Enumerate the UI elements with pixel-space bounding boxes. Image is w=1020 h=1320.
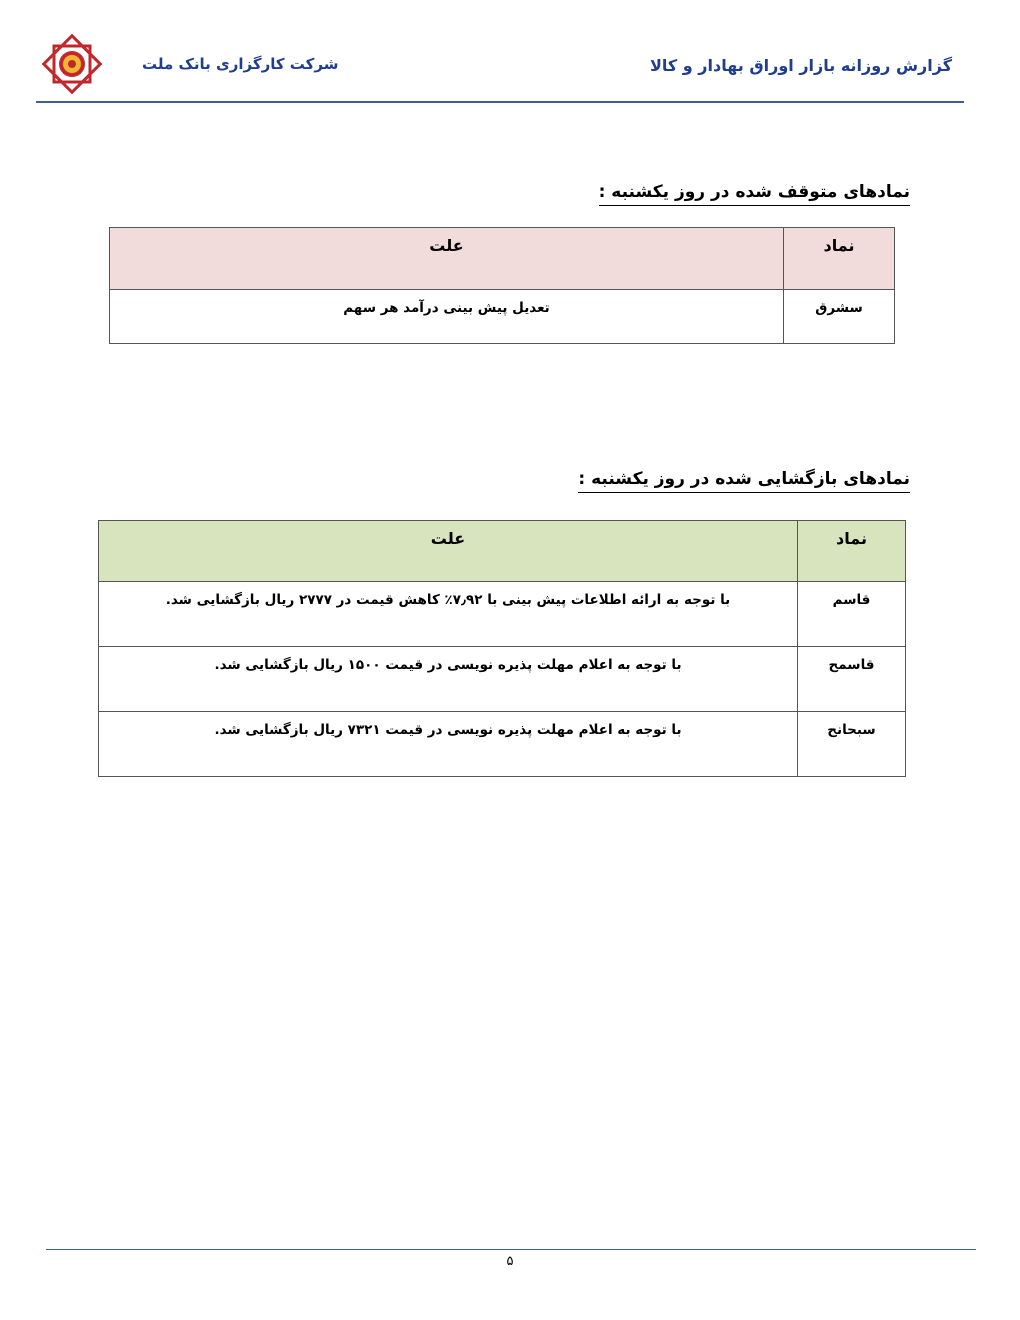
column-header-symbol: نماد bbox=[798, 521, 906, 582]
reason-cell: با توجه به ارائه اطلاعات پیش بینی با ۷٫۹۲٪ کاهش قیمت در ۲۷۷۷ ریال بازگشایی شد. bbox=[99, 582, 798, 647]
column-header-reason: علت bbox=[99, 521, 798, 582]
reason-cell: تعدیل پیش بینی درآمد هر سهم bbox=[110, 290, 784, 344]
company-name: شرکت کارگزاری بانک ملت bbox=[142, 55, 339, 73]
reopened-table bbox=[98, 520, 906, 777]
reason-cell: با توجه به اعلام مهلت پذیره نویسی در قیمت ۱۵۰۰ ریال بازگشایی شد. bbox=[99, 647, 798, 712]
page-number: ۵ bbox=[506, 1254, 514, 1269]
symbol-cell: سشرق bbox=[784, 290, 895, 344]
column-header-symbol: نماد bbox=[784, 228, 895, 290]
symbol-cell: قاسم bbox=[798, 582, 906, 647]
table-row bbox=[99, 647, 906, 712]
company-logo bbox=[40, 32, 104, 96]
symbol-cell: سبحانح bbox=[798, 712, 906, 777]
suspended-section-title: نمادهای متوقف شده در روز یکشنبه : bbox=[599, 182, 910, 206]
table-row bbox=[110, 290, 895, 344]
table-row bbox=[99, 712, 906, 777]
column-header-reason: علت bbox=[110, 228, 784, 290]
table-header-row bbox=[110, 228, 895, 290]
suspended-table bbox=[109, 227, 895, 344]
symbol-cell: قاسمح bbox=[798, 647, 906, 712]
table-header-row bbox=[99, 521, 906, 582]
report-title: گزارش روزانه بازار اوراق بهادار و کالا bbox=[649, 56, 952, 75]
bank-mellat-logo-icon bbox=[40, 32, 104, 96]
table-row bbox=[99, 582, 906, 647]
header-divider bbox=[36, 101, 964, 103]
reason-cell: با توجه به اعلام مهلت پذیره نویسی در قیمت ۷۳۲۱ ریال بازگشایی شد. bbox=[99, 712, 798, 777]
reopened-section-title: نمادهای بازگشایی شده در روز یکشنبه : bbox=[578, 469, 910, 493]
footer-divider bbox=[46, 1249, 976, 1250]
